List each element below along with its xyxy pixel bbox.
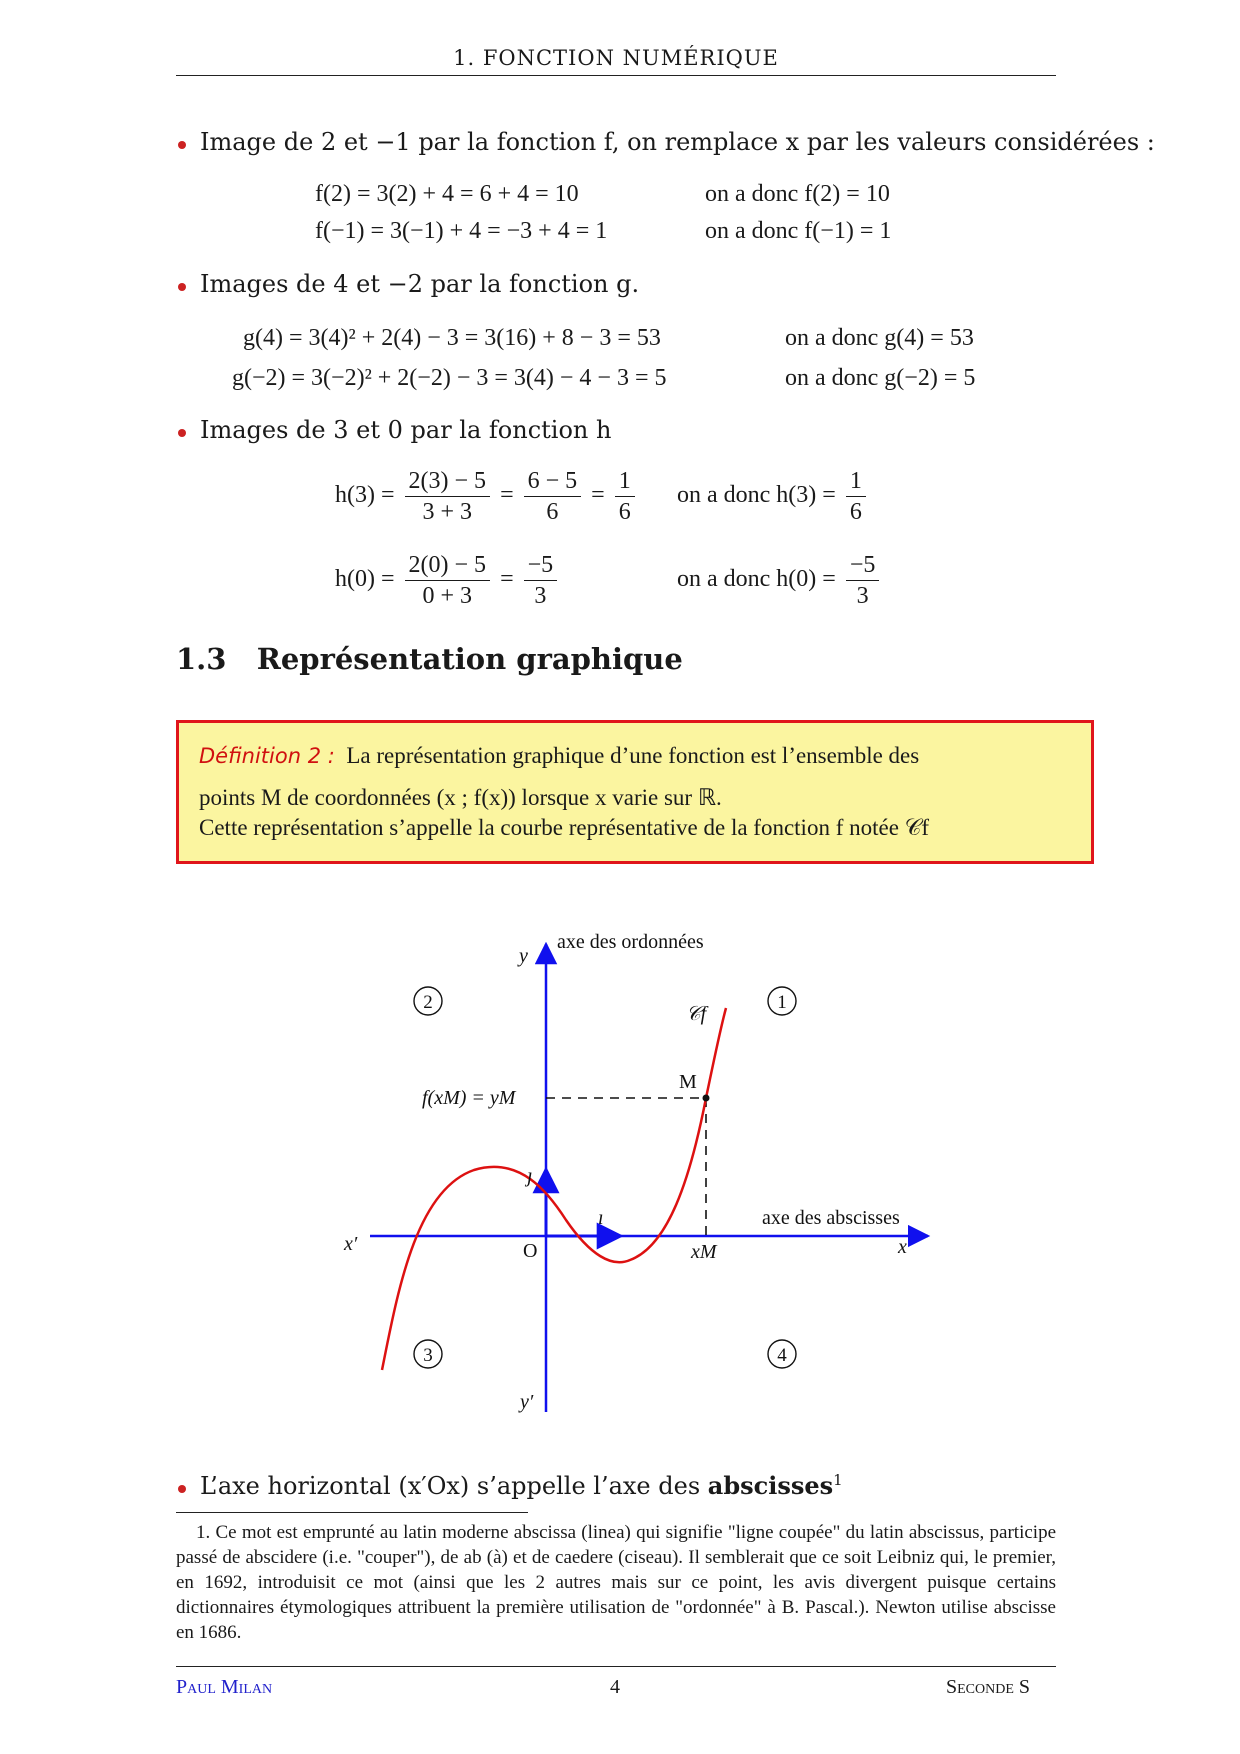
quadrant-4-label: 4 [777, 1345, 787, 1366]
curve-cf [382, 1008, 726, 1370]
footnote: 1. Ce mot est emprunté au latin moderne abscissa (linea) qui signifie "ligne coupée" du latin abscissus, participe passé de abscidere (i.e. "couper"), de ab (à) et de caedere (ciseau). Il semblerait que ce soit Leibniz qui, le premier, en 1692, introduisit ce mot (ainsi que les 2 autres mais sur ce point, les avis divergent puisque certains dictionnaires étymologiques attribuent la première utilisation de "ordonnée" à B. Pascal.). Newton utilise abscisse en 1686. [176, 1522, 1056, 1643]
x-axis-name: axe des abscisses [762, 1207, 900, 1229]
h0-lhs: h(0) = [335, 566, 395, 593]
equation-h0-result: on a donc h(0) = $\frac{-5}{3}$ [677, 550, 883, 611]
y-label: y [519, 945, 528, 967]
h3-frac2: $\frac{6 - 5}{6}$ [524, 466, 582, 527]
h0-frac2: $\frac{-5}{3}$ [524, 550, 558, 611]
h3-frac3: $\frac{1}{6}$ [615, 466, 635, 527]
xm-label: xM [691, 1241, 717, 1263]
h0-result-frac: $\frac{-5}{3}$ [846, 550, 880, 611]
footer-author: Paul Milan [176, 1676, 273, 1698]
quadrant-2-label: 2 [423, 992, 433, 1013]
footer-rule [176, 1666, 1056, 1667]
h3-frac1: $\frac{2(3) - 5}{3 + 3}$ [405, 466, 491, 527]
footer-class: Seconde S [946, 1676, 1031, 1698]
definition-line-3: Cette représentation s’appelle la courbe représentative de la fonction f notée 𝒞f [199, 815, 930, 840]
footer-page-number: 4 [610, 1676, 620, 1698]
equation-f2: f(2) = 3(2) + 4 = 6 + 4 = 10 [315, 181, 579, 207]
section-title: 1.3 Représentation graphique [176, 642, 683, 676]
equation-g-minus2: g(−2) = 3(−2)² + 2(−2) − 3 = 3(4) − 4 − 3 = 5 [232, 365, 667, 391]
quadrant-1-label: 1 [777, 992, 787, 1013]
bullet-dot [178, 1485, 186, 1493]
equation-f2-result: on a donc f(2) = 10 [705, 181, 890, 207]
equation-h3-result: on a donc h(3) = $\frac{1}{6}$ [677, 466, 870, 527]
equation-g4-result: on a donc g(4) = 53 [785, 325, 974, 351]
definition-line-1: Définition 2 : La représentation graphique d’une fonction est l’ensemble des [199, 743, 920, 768]
equation-h0: h(0) = $\frac{2(0) - 5}{0 + 3}$ = $\frac{-5}{3}$ [335, 550, 561, 611]
equation-h3: h(3) = $\frac{2(3) - 5}{3 + 3}$ = $\frac{6 - 5}{6}$ = $\frac{1}{6}$ [335, 466, 639, 527]
equation-f-minus1-result: on a donc f(−1) = 1 [705, 218, 892, 244]
h0-frac1: $\frac{2(0) - 5}{0 + 3}$ [405, 550, 491, 611]
x-label: x [898, 1236, 907, 1258]
i-vector-label: ı⃗ [598, 1207, 620, 1229]
footnote-rule [176, 1512, 528, 1513]
origin-label: O [523, 1240, 538, 1262]
definition-line-2: points M de coordonnées (x ; f(x)) lorsque x varie sur ℝ. [199, 785, 722, 810]
bullet-text-4: L’axe horizontal (x′Ox) s’appelle l’axe des abscisses$^1$ [200, 1471, 843, 1500]
y-axis-name: axe des ordonnées [557, 931, 704, 953]
h3-lhs: h(3) = [335, 482, 395, 509]
running-header: 1. FONCTION NUMÉRIQUE [453, 46, 779, 70]
equation-f-minus1: f(−1) = 3(−1) + 4 = −3 + 4 = 1 [315, 218, 608, 244]
j-vector-label: ȷ⃗ [527, 1165, 549, 1187]
point-m [703, 1095, 710, 1102]
x-prime-label: x′ [344, 1233, 358, 1255]
equation-g-minus2-result: on a donc g(−2) = 5 [785, 365, 976, 391]
curve-label: 𝒞f [686, 1003, 707, 1025]
y-prime-label: y′ [520, 1391, 534, 1413]
h3-result-frac: $\frac{1}{6}$ [846, 466, 866, 527]
equation-g4: g(4) = 3(4)² + 2(4) − 3 = 3(16) + 8 − 3 = 53 [243, 325, 661, 351]
definition-title: Définition 2 : [199, 744, 335, 768]
fxm-label: f(xM) = yM [422, 1087, 516, 1109]
bullet-text-2: Images de 4 et −2 par la fonction g. [200, 270, 640, 298]
bullet-text-3: Images de 3 et 0 par la fonction h [200, 416, 612, 444]
point-m-label: M [679, 1071, 697, 1093]
bullet-text-1: Image de 2 et −1 par la fonction f, on remplace x par les valeurs considérées : [200, 128, 1155, 156]
quadrant-3-label: 3 [423, 1345, 433, 1366]
